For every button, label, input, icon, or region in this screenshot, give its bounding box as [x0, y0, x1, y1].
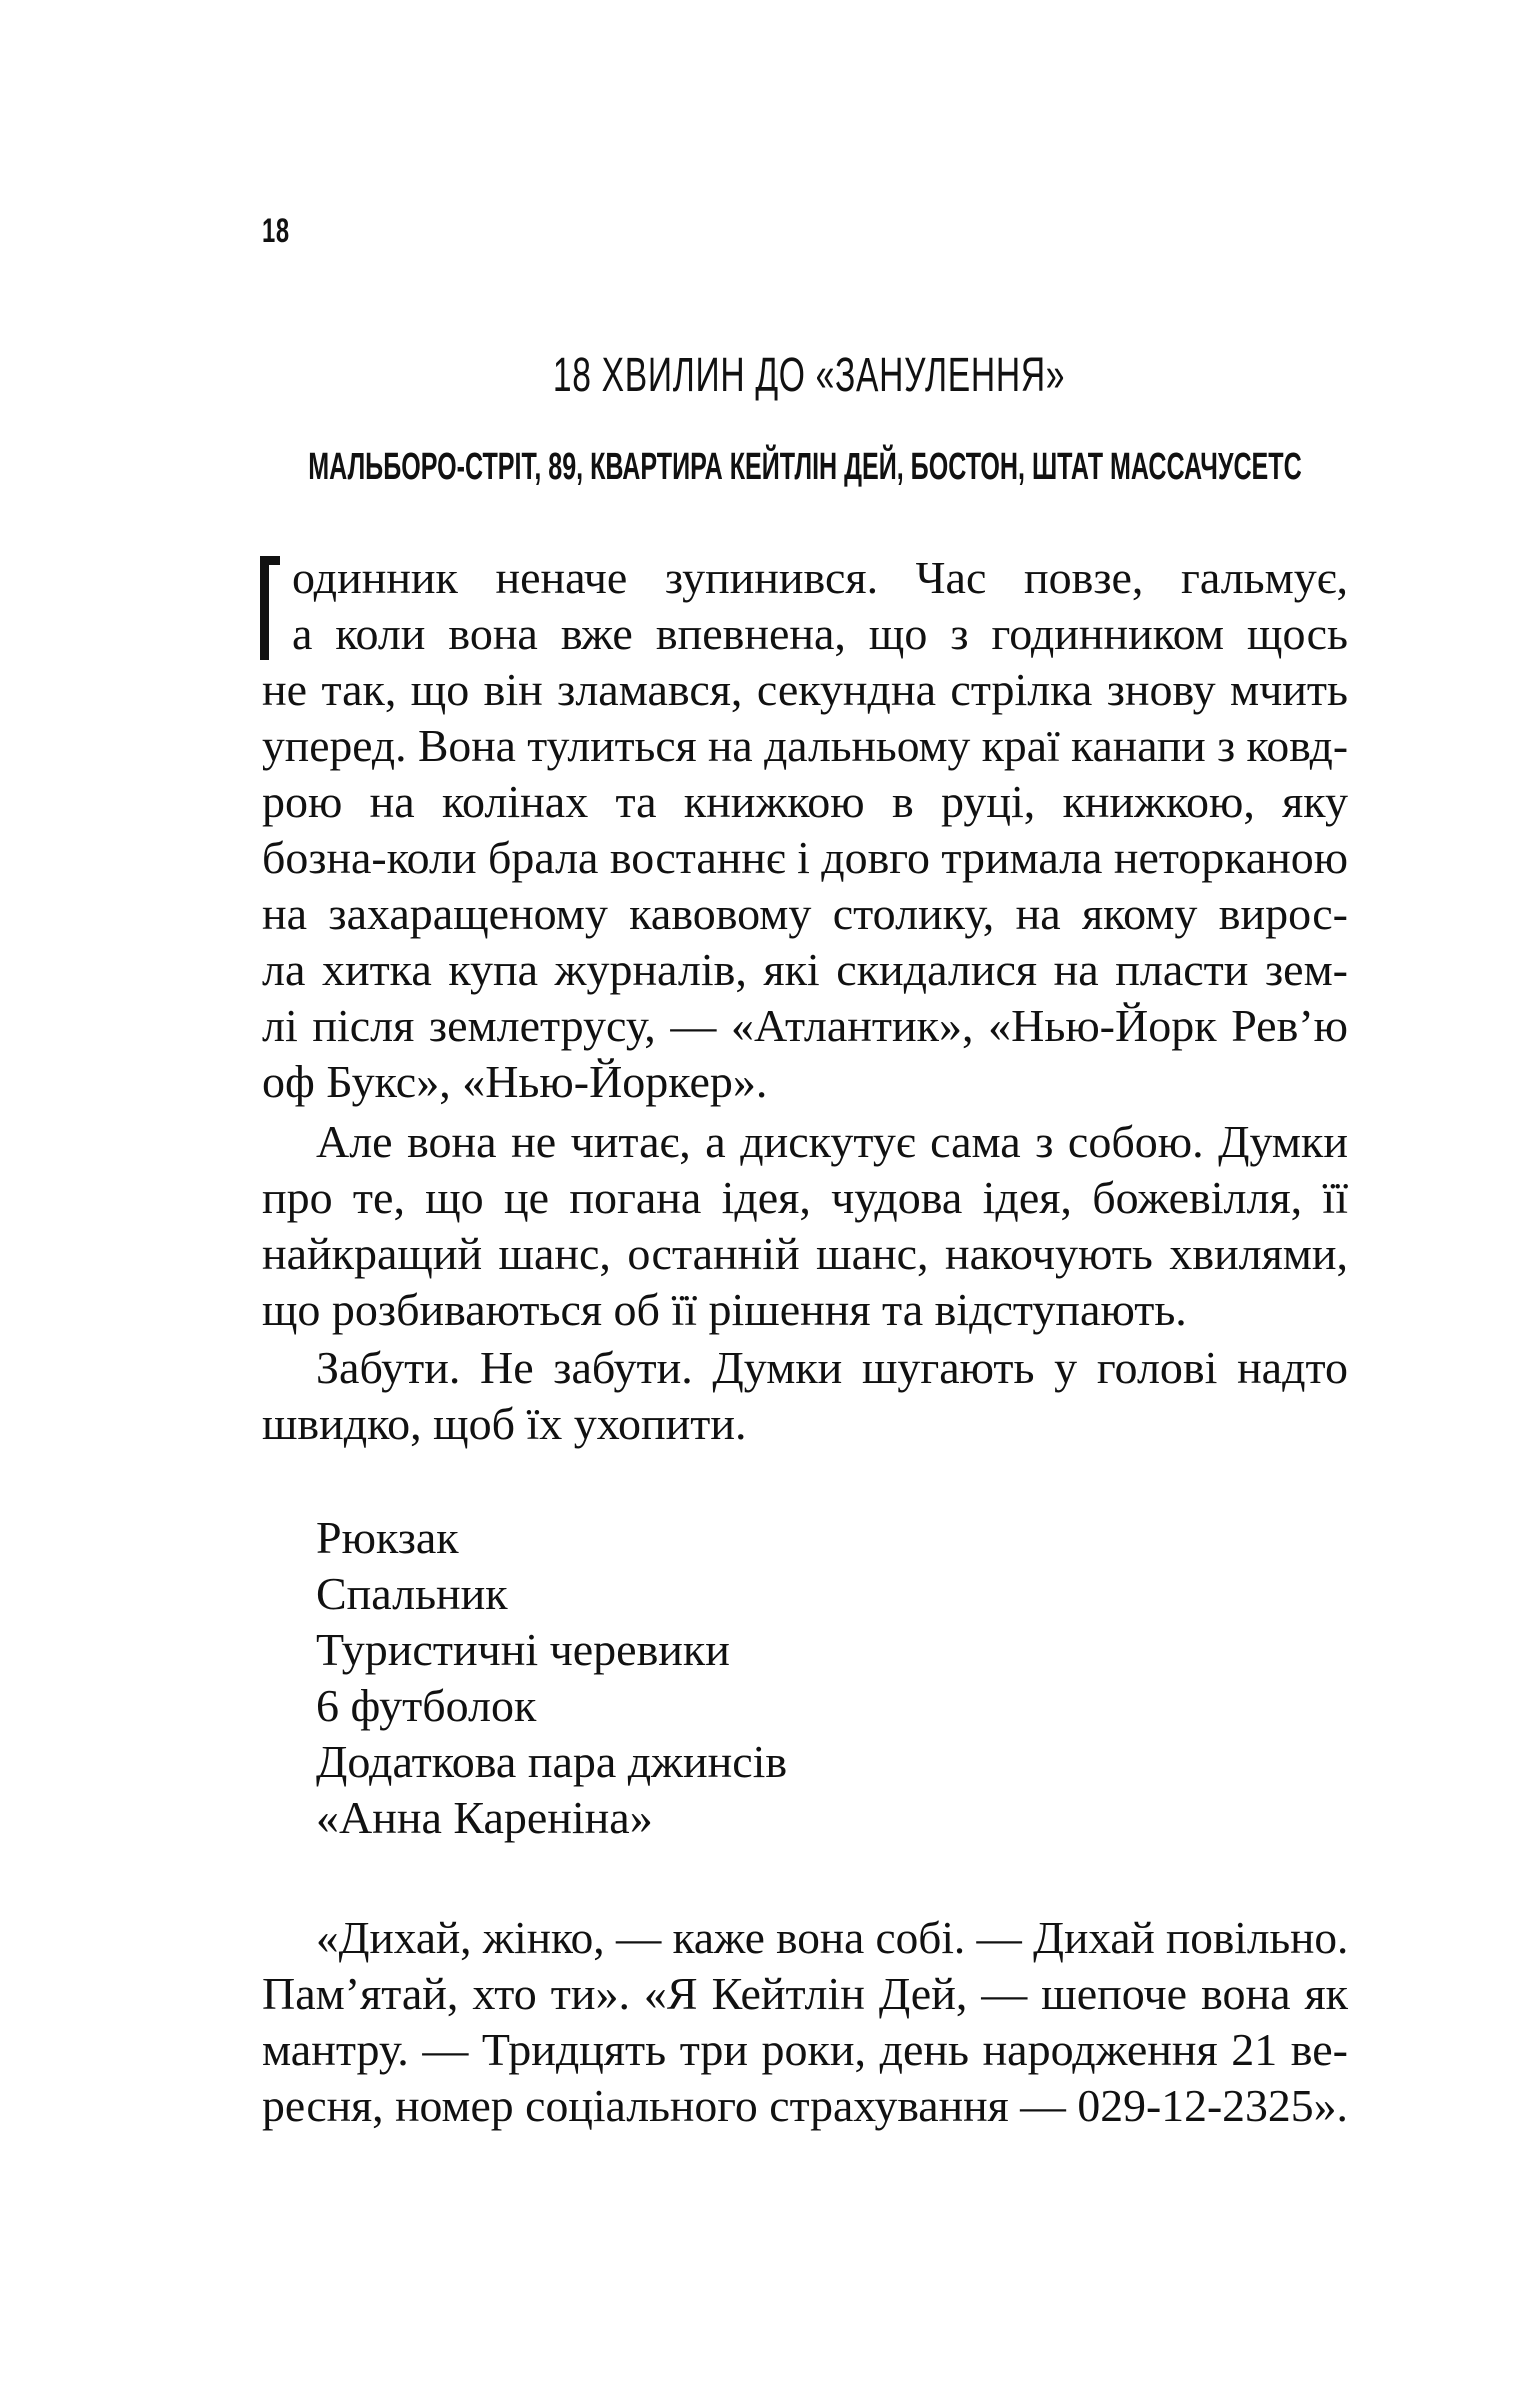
paragraph-1-line: уперед. Вона тулиться на дальньому краї канапи з ковд-: [262, 720, 1349, 771]
list-item: Додаткова пара джинсів: [316, 1736, 788, 1787]
paragraph-4-line: «Дихай, жінко, — каже вона собі. — Дихай повільно.: [316, 1912, 1349, 1963]
chapter-title: 18 ХВИЛИН ДО «ЗАНУЛЕННЯ»: [552, 349, 1066, 402]
paragraph-1-line: а коли вона вже впевнена, що з годинником щось: [292, 608, 1348, 659]
list-item: «Анна Кареніна»: [316, 1792, 653, 1843]
paragraph-2-line: Але вона не читає, а дискутує сама з собою. Думки: [316, 1116, 1348, 1167]
drop-cap-letter: [260, 556, 280, 660]
paragraph-2-line: про те, що це погана ідея, чудова ідея, божевілля, її: [262, 1172, 1348, 1223]
paragraph-1-line: ла хитка купа журналів, які скидалися на пласти зем-: [262, 944, 1348, 995]
list-item: 6 футболок: [316, 1680, 537, 1731]
paragraph-1-line: одинник неначе зупинився. Час повзе, гальмує,: [292, 552, 1348, 603]
paragraph-1-line: на захаращеному кавовому столику, на якому вирос-: [262, 888, 1348, 939]
chapter-location-subtitle: МАЛЬБОРО-СТРІТ, 89, КВАРТИРА КЕЙТЛІН ДЕЙ, БОСТОН, ШТАТ МАССАЧУСЕТС: [308, 446, 1302, 488]
paragraph-4-line: мантру. — Тридцять три роки, день народження 21 ве-: [262, 2024, 1348, 2075]
paragraph-4-line: ресня, номер соціального страхування — 029-12-2325».: [262, 2080, 1348, 2131]
list-item: Рюкзак: [316, 1512, 459, 1563]
page-number: 18: [262, 212, 290, 250]
list-item: Спальник: [316, 1568, 508, 1619]
paragraph-4-line: Пам’ятай, хто ти». «Я Кейтлін Дей, — шепоче вона як: [262, 1968, 1348, 2019]
paragraph-1-line: оф Букс», «Нью-Йоркер».: [262, 1056, 768, 1107]
paragraph-1-line: бозна-коли брала востаннє і довго тримала неторканою: [262, 832, 1349, 883]
paragraph-3-line: швидко, щоб їх ухопити.: [262, 1398, 747, 1449]
list-item: Туристичні черевики: [316, 1624, 730, 1675]
paragraph-2-line: найкращий шанс, останній шанс, накочують хвилями,: [262, 1228, 1348, 1279]
paragraph-2-line: що розбиваються об її рішення та відступають.: [262, 1284, 1187, 1335]
paragraph-3-line: Забути. Не забути. Думки шугають у голові надто: [316, 1342, 1348, 1393]
paragraph-1-line: рою на колінах та книжкою в руці, книжкою, яку: [262, 776, 1348, 827]
paragraph-1-line: лі після землетрусу, — «Атлантик», «Нью-Йорк Рев’ю: [262, 1000, 1348, 1051]
paragraph-1-line: не так, що він зламався, секундна стрілка знову мчить: [262, 664, 1348, 715]
